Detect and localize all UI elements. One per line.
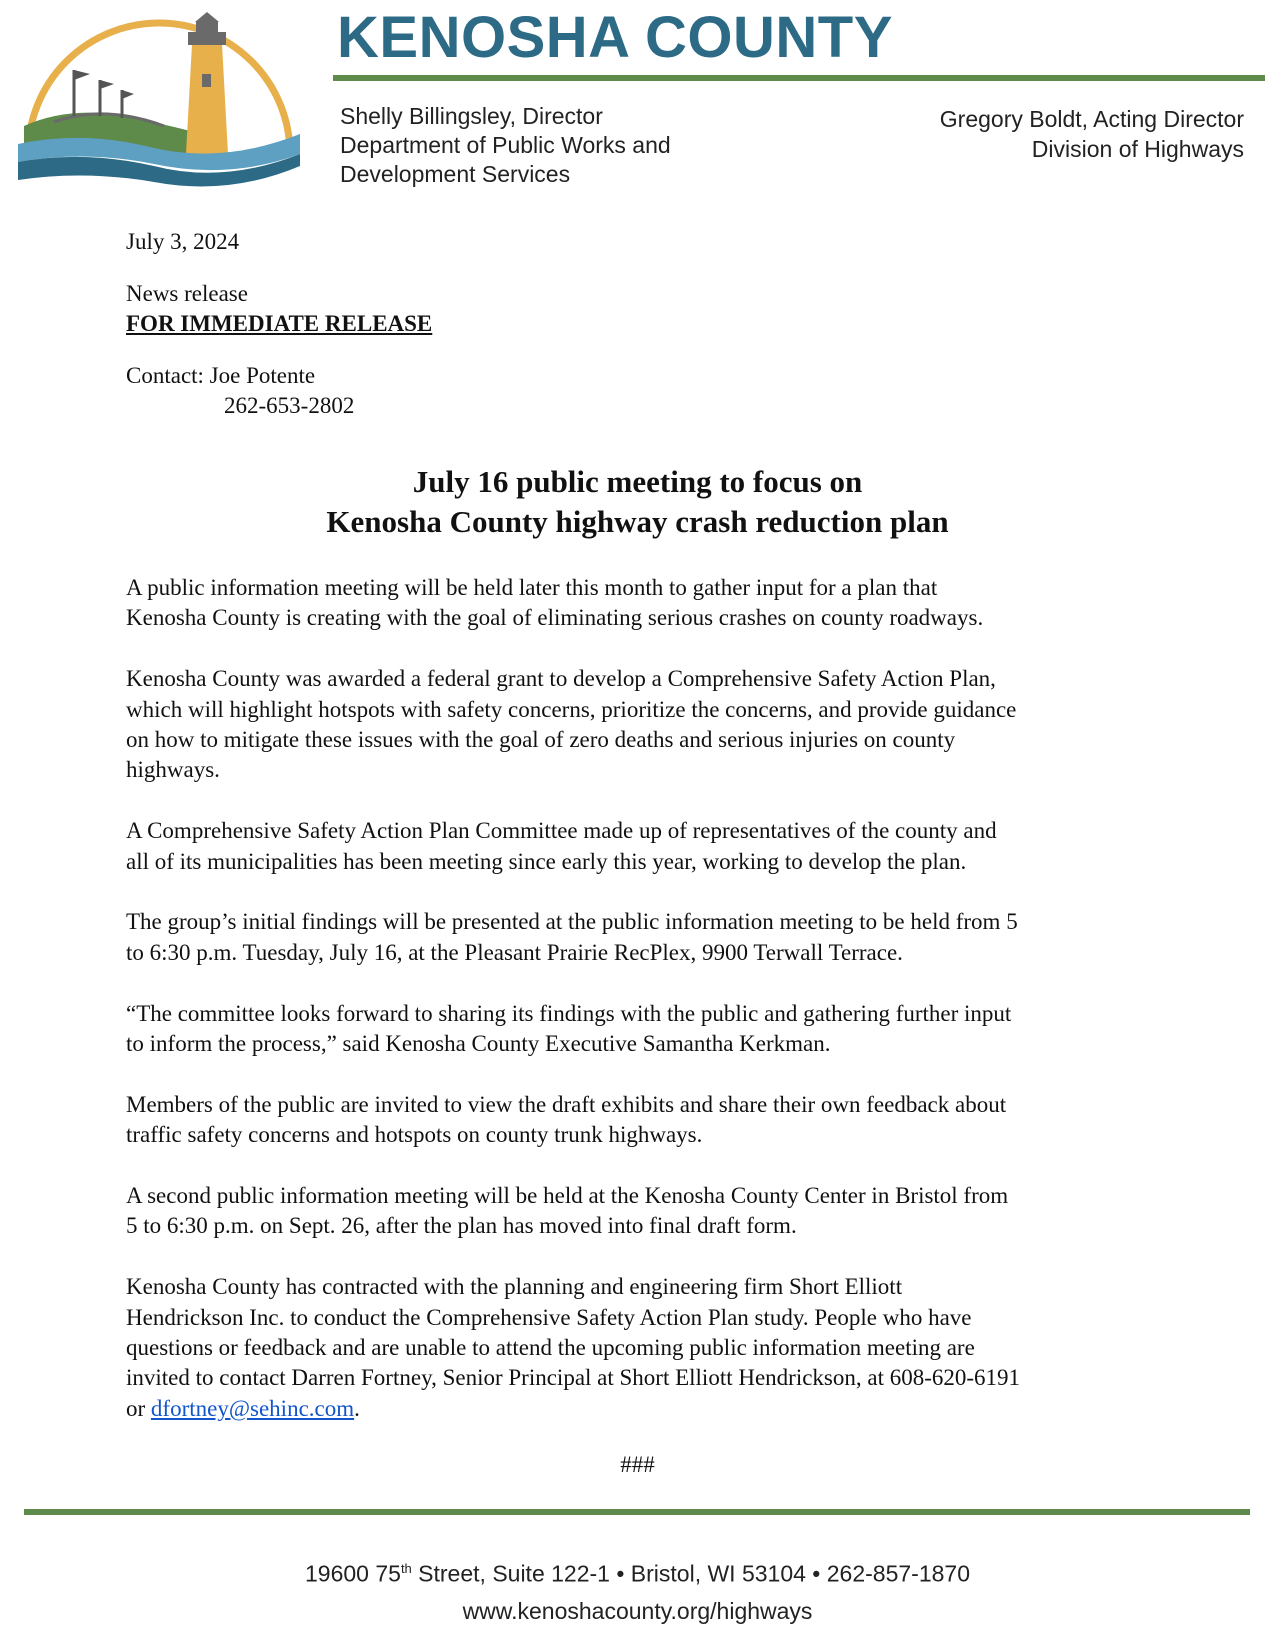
division-name: Division of Highways [1031, 136, 1244, 162]
text-line: highways. [126, 757, 220, 783]
text-line: to 6:30 p.m. Tuesday, July 16, at the Pleasant Prairie RecPlex, 9900 Terwall Terrace. [126, 939, 903, 965]
paragraph-2 [126, 664, 1166, 786]
address-rest: Street, Suite 122-1 • Bristol, WI 53104 • 262-857-1870 [411, 1560, 970, 1587]
release-info [126, 279, 432, 339]
lighthouse-logo-icon [14, 4, 304, 194]
headline [0, 462, 1275, 542]
paragraph-8 [126, 1272, 1166, 1424]
paragraph-4 [126, 907, 1166, 968]
text-line: Hendrickson Inc. to conduct the Comprehensive Safety Action Plan study. People who have [126, 1304, 972, 1330]
text-line: A public information meeting will be held later this month to gather input for a plan that [126, 575, 938, 600]
email-link[interactable]: dfortney@sehinc.com [150, 1395, 355, 1421]
text-line: Members of the public are invited to view the draft exhibits and share their own feedback about [126, 1091, 1007, 1117]
immediate-release-label: FOR IMMEDIATE RELEASE [126, 311, 433, 336]
footer-divider [24, 1509, 1250, 1515]
text-line-suffix: . [354, 1395, 360, 1421]
contact-info [126, 361, 354, 421]
footer [0, 1550, 1275, 1630]
department-line-2: Development Services [340, 161, 571, 187]
release-date: July 3, 2024 [126, 229, 240, 254]
header-divider [333, 75, 1265, 81]
footer-address [0, 1550, 1275, 1593]
paragraph-7 [126, 1181, 1166, 1242]
paragraph-5 [126, 999, 1166, 1060]
article-body [126, 573, 1166, 1455]
street-ordinal: th [400, 1561, 412, 1576]
paragraph-3 [126, 816, 1166, 877]
county-name: KENOSHA COUNTY [337, 5, 893, 70]
headline-line-2: Kenosha County highway crash reduction plan [326, 504, 949, 539]
headline-line-1: July 16 public meeting to focus on [412, 464, 863, 499]
highways-contact [940, 104, 1244, 164]
text-line: Kenosha County was awarded a federal grant to develop a Comprehensive Safety Action Plan, [126, 666, 996, 692]
text-line: A second public information meeting will be held at the Kenosha County Center in Bristol from [126, 1183, 1009, 1209]
text-line: questions or feedback and are unable to attend the upcoming public information meeting are [126, 1335, 975, 1361]
release-type: News release [126, 281, 248, 306]
contact-name: Contact: Joe Potente [126, 363, 316, 388]
text-line-prefix: or [126, 1395, 151, 1421]
text-line: on how to mitigate these issues with the goal of zero deaths and serious injuries on county [126, 727, 956, 753]
text-line: Kenosha County has contracted with the planning and engineering firm Short Elliott [126, 1274, 903, 1300]
text-line: 5 to 6:30 p.m. on Sept. 26, after the plan has moved into final draft form. [126, 1213, 797, 1239]
text-line: traffic safety concerns and hotspots on county trunk highways. [126, 1122, 703, 1148]
footer-website: www.kenoshacounty.org/highways [462, 1597, 813, 1624]
text-line: The group’s initial findings will be presented at the public information meeting to be held from 5 [126, 909, 1018, 935]
acting-director-name: Gregory Boldt, Acting Director [939, 106, 1244, 132]
contact-phone: 262-653-2802 [224, 393, 355, 418]
text-line: Kenosha County is creating with the goal of eliminating serious crashes on county roadways. [126, 605, 984, 631]
text-line: A Comprehensive Safety Action Plan Committee made up of representatives of the county and [126, 818, 997, 844]
text-line: which will highlight hotspots with safety concerns, prioritize the concerns, and provide guidance [126, 696, 1017, 722]
director-name: Shelly Billingsley, Director [340, 103, 603, 129]
text-line: to inform the process,” said Kenosha County Executive Samantha Kerkman. [126, 1031, 831, 1057]
paragraph-6 [126, 1090, 1166, 1151]
department-line-1: Department of Public Works and [340, 132, 671, 158]
paragraph-1 [126, 573, 1166, 634]
text-line: invited to contact Darren Fortney, Senior Principal at Short Elliott Hendrickson, at 608-620-6191 [126, 1365, 1021, 1391]
end-mark: ### [620, 1452, 655, 1477]
street-number: 19600 75 [305, 1560, 401, 1587]
text-line: all of its municipalities has been meeting since early this year, working to develop the plan. [126, 848, 967, 874]
text-line: “The committee looks forward to sharing its findings with the public and gathering further input [126, 1000, 1012, 1026]
public-works-contact [340, 102, 671, 189]
